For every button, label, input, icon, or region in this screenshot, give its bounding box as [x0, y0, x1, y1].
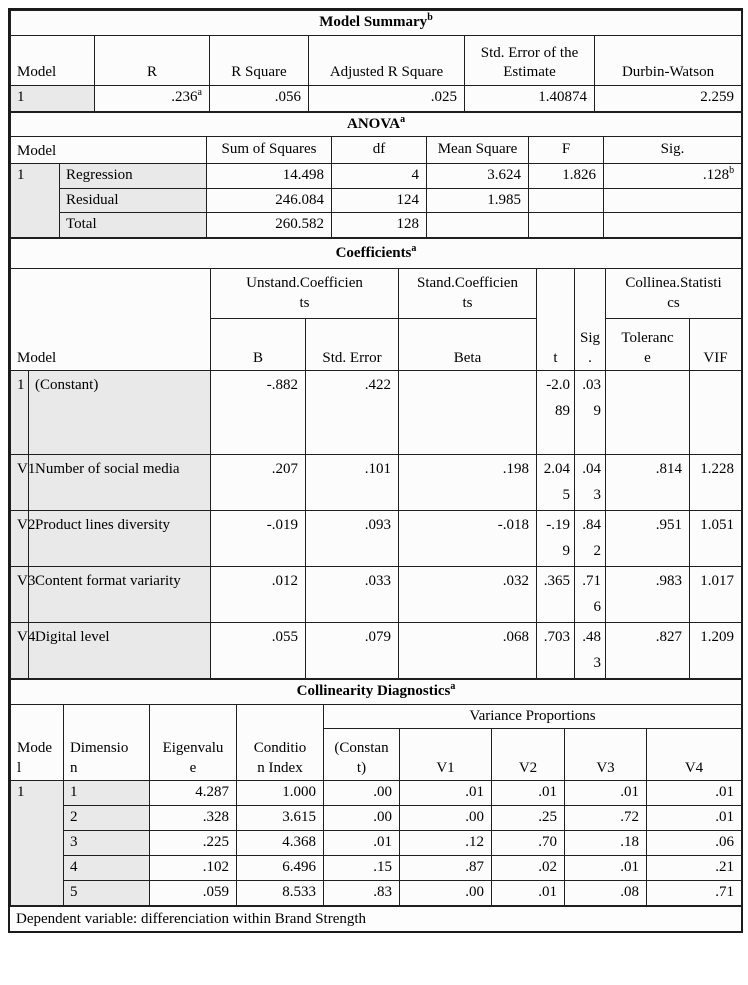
coef-std-error-3: .033 [306, 567, 399, 623]
coef-vif-3: 1.017 [690, 567, 742, 623]
anova-title [11, 112, 742, 137]
coef-row-v1 [11, 455, 742, 511]
cd-row-2 [11, 806, 742, 831]
coef-std-error-1: .101 [306, 455, 399, 511]
cd-header-condition-index-text: Condition Index [253, 740, 307, 776]
cd-v4-0: .01 [647, 781, 742, 806]
coef-beta-1: .198 [399, 455, 537, 511]
coef-std-error-4: .079 [306, 623, 399, 679]
anova-header-row [11, 137, 742, 164]
cd-constant-2: .01 [324, 831, 400, 856]
anova-model-value: 1 [11, 164, 60, 238]
coef-sig-4: .483 [575, 623, 606, 679]
model-summary-table [10, 10, 742, 112]
coef-header-tolerance-text: Tolerance [621, 330, 674, 366]
coef-t-1: 2.045 [537, 455, 575, 511]
anova-label-regression: Regression [60, 164, 207, 189]
ms-title-text: Model Summary [319, 14, 428, 30]
coef-header-sig: Sig. [575, 269, 606, 371]
cd-title [11, 680, 742, 705]
ms-r-sup: a [197, 87, 202, 99]
cd-dimension-3: 4 [64, 856, 150, 881]
anova-regression-sig-sup: b [729, 165, 735, 176]
coef-beta-2: -.018 [399, 511, 537, 567]
ms-r-value [95, 85, 210, 111]
anova-regression-sig-number: .128 [702, 167, 730, 183]
cd-header-eigenvalue-text: Eigenvalue [162, 740, 224, 776]
coef-label-1: Number of social media [29, 455, 211, 511]
cd-header-condition-index [237, 704, 324, 781]
cd-header-model-text: Model [17, 740, 52, 776]
coef-vif-1: 1.228 [690, 455, 742, 511]
anova-header-sum-squares: Sum of Squares [207, 137, 332, 164]
cd-header-dimension-text: Dimension [70, 740, 129, 776]
anova-regression-df: 4 [332, 164, 427, 189]
cd-eigenvalue-0: 4.287 [150, 781, 237, 806]
coef-t-4: .703 [537, 623, 575, 679]
coef-vif-0 [690, 371, 742, 455]
cd-v1-3: .87 [400, 856, 492, 881]
coef-model-3: V3 [11, 567, 29, 623]
cd-title-text: Collinearity Diagnostics [296, 683, 451, 699]
coef-title-text: Coefficients [335, 244, 412, 261]
coef-label-4: Digital level [29, 623, 211, 679]
anova-row-regression [11, 164, 742, 189]
coef-sig-2: .842 [575, 511, 606, 567]
coef-header-tolerance [606, 319, 690, 371]
cd-eigenvalue-3: .102 [150, 856, 237, 881]
coef-std-error-0: .422 [306, 371, 399, 455]
cd-dimension-2: 3 [64, 831, 150, 856]
coef-b-3: .012 [211, 567, 306, 623]
coef-label-0: (Constant) [29, 371, 211, 455]
anova-title-row [11, 112, 742, 137]
anova-header-model: Model [11, 137, 207, 164]
cd-dimension-4: 5 [64, 881, 150, 906]
coef-header-std-error: Std. Error [306, 319, 399, 371]
coef-row-v4 [11, 623, 742, 679]
cd-row-3 [11, 831, 742, 856]
coef-b-4: .055 [211, 623, 306, 679]
coef-model-0: 1 [11, 371, 29, 455]
cd-v3-1: .72 [565, 806, 647, 831]
cd-row-1 [11, 781, 742, 806]
anova-regression-sig [604, 164, 742, 189]
ms-header-durbin-watson: Durbin-Watson [595, 35, 742, 85]
anova-title-text: ANOVA [347, 115, 401, 132]
anova-row-residual [11, 188, 742, 213]
coef-label-2: Product lines diversity [29, 511, 211, 567]
cd-condition-index-4: 8.533 [237, 881, 324, 906]
coef-title [11, 238, 742, 269]
anova-total-f [529, 213, 604, 238]
coef-label-3: Content format variarity [29, 567, 211, 623]
coef-vif-2: 1.051 [690, 511, 742, 567]
cd-constant-0: .00 [324, 781, 400, 806]
coef-vif-4: 1.209 [690, 623, 742, 679]
cd-constant-1: .00 [324, 806, 400, 831]
anova-residual-sum-squares: 246.084 [207, 188, 332, 213]
ms-title-sup: b [427, 12, 433, 23]
cd-header-v2: V2 [492, 729, 565, 781]
coef-header-beta: Beta [399, 319, 537, 371]
coef-beta-4: .068 [399, 623, 537, 679]
anova-total-sum-squares: 260.582 [207, 213, 332, 238]
cd-v4-4: .71 [647, 881, 742, 906]
coef-sig-0: .039 [575, 371, 606, 455]
coef-beta-3: .032 [399, 567, 537, 623]
ms-durbin-watson-value: 2.259 [595, 85, 742, 111]
coef-model-4: V4 [11, 623, 29, 679]
anova-regression-sum-squares: 14.498 [207, 164, 332, 189]
coef-title-row [11, 238, 742, 269]
coef-tolerance-3: .983 [606, 567, 690, 623]
dependent-variable-note: Dependent variable: differenciation within Brand Strength [10, 906, 741, 931]
coef-header-collinearity-text: Collinea.Statistics [625, 275, 722, 311]
cd-header-v4: V4 [647, 729, 742, 781]
anova-header-df: df [332, 137, 427, 164]
cd-constant-3: .15 [324, 856, 400, 881]
cd-v3-3: .01 [565, 856, 647, 881]
cd-v3-4: .08 [565, 881, 647, 906]
anova-header-mean-square: Mean Square [427, 137, 529, 164]
cd-header-constant-text: (Constant) [334, 740, 389, 776]
coef-title-sup: a [411, 242, 417, 254]
ms-header-r: R [95, 35, 210, 85]
ms-header-r-square: R Square [210, 35, 309, 85]
cd-eigenvalue-2: .225 [150, 831, 237, 856]
ms-header-row [11, 35, 742, 85]
coef-b-0: -.882 [211, 371, 306, 455]
anova-header-f: F [529, 137, 604, 164]
cd-v3-0: .01 [565, 781, 647, 806]
anova-total-mean-square [427, 213, 529, 238]
ms-data-row [11, 85, 742, 111]
cd-dimension-0: 1 [64, 781, 150, 806]
coef-b-1: .207 [211, 455, 306, 511]
cd-v1-4: .00 [400, 881, 492, 906]
ms-r-square-value: .056 [210, 85, 309, 111]
cd-header-eigenvalue [150, 704, 237, 781]
coef-beta-0 [399, 371, 537, 455]
coef-header-std-group [399, 269, 537, 319]
anova-residual-f [529, 188, 604, 213]
anova-header-sig: Sig. [604, 137, 742, 164]
results-sheet [8, 8, 743, 933]
cd-v2-1: .25 [492, 806, 565, 831]
cd-title-row [11, 680, 742, 705]
cd-header-v1: V1 [400, 729, 492, 781]
coef-header-vif: VIF [690, 319, 742, 371]
anova-title-sup: a [400, 113, 406, 125]
ms-header-model: Model [11, 35, 95, 85]
cd-v1-2: .12 [400, 831, 492, 856]
cd-eigenvalue-1: .328 [150, 806, 237, 831]
coef-header-std-text: Stand.Coefficients [417, 275, 518, 311]
coef-t-2: -.199 [537, 511, 575, 567]
coef-header-collinearity-group [606, 269, 742, 319]
cd-header-group-row [11, 704, 742, 729]
coef-header-b: B [211, 319, 306, 371]
coefficients-table [10, 238, 742, 680]
cd-condition-index-2: 4.368 [237, 831, 324, 856]
ms-header-std-error: Std. Error of the Estimate [465, 35, 595, 85]
ms-title [11, 11, 742, 36]
cd-model-value: 1 [11, 781, 64, 906]
cd-header-variance-proportions: Variance Proportions [324, 704, 742, 729]
anova-regression-f: 1.826 [529, 164, 604, 189]
ms-title-row [11, 11, 742, 36]
coef-t-0: -2.089 [537, 371, 575, 455]
cd-condition-index-0: 1.000 [237, 781, 324, 806]
cd-dimension-1: 2 [64, 806, 150, 831]
cd-v4-3: .21 [647, 856, 742, 881]
cd-v2-4: .01 [492, 881, 565, 906]
coef-row-v2 [11, 511, 742, 567]
anova-regression-mean-square: 3.624 [427, 164, 529, 189]
cd-condition-index-3: 6.496 [237, 856, 324, 881]
ms-adj-r-square-value: .025 [309, 85, 465, 111]
coef-b-2: -.019 [211, 511, 306, 567]
cd-row-4 [11, 856, 742, 881]
anova-label-residual: Residual [60, 188, 207, 213]
anova-total-df: 128 [332, 213, 427, 238]
coef-sig-1: .043 [575, 455, 606, 511]
coef-header-model: Model [11, 269, 211, 371]
cd-v2-0: .01 [492, 781, 565, 806]
cd-header-model [11, 704, 64, 781]
coef-tolerance-0 [606, 371, 690, 455]
coef-model-2: V2 [11, 511, 29, 567]
coef-model-1: V1 [11, 455, 29, 511]
cd-row-5 [11, 881, 742, 906]
cd-v1-0: .01 [400, 781, 492, 806]
cd-v2-2: .70 [492, 831, 565, 856]
cd-v3-2: .18 [565, 831, 647, 856]
coef-tolerance-4: .827 [606, 623, 690, 679]
cd-v2-3: .02 [492, 856, 565, 881]
cd-title-sup: a [450, 681, 456, 692]
cd-v4-2: .06 [647, 831, 742, 856]
ms-std-error-value: 1.40874 [465, 85, 595, 111]
anova-residual-mean-square: 1.985 [427, 188, 529, 213]
ms-header-adj-r-square: Adjusted R Square [309, 35, 465, 85]
cd-v1-1: .00 [400, 806, 492, 831]
cd-condition-index-1: 3.615 [237, 806, 324, 831]
coef-t-3: .365 [537, 567, 575, 623]
cd-v4-1: .01 [647, 806, 742, 831]
anova-label-total: Total [60, 213, 207, 238]
coef-tolerance-2: .951 [606, 511, 690, 567]
anova-table [10, 112, 742, 238]
collinearity-diagnostics-table [10, 679, 742, 906]
coef-header-group-row [11, 269, 742, 319]
cd-header-dimension [64, 704, 150, 781]
anova-row-total [11, 213, 742, 238]
coef-header-unstd-text: Unstand.Coefficients [246, 275, 363, 311]
coef-header-t: t [537, 269, 575, 371]
cd-eigenvalue-4: .059 [150, 881, 237, 906]
coef-tolerance-1: .814 [606, 455, 690, 511]
ms-r-number: .236 [171, 89, 198, 106]
anova-residual-sig [604, 188, 742, 213]
ms-model-value: 1 [11, 85, 95, 111]
anova-total-sig [604, 213, 742, 238]
coef-row-v3 [11, 567, 742, 623]
coef-header-unstd-group [211, 269, 399, 319]
cd-constant-4: .83 [324, 881, 400, 906]
cd-header-constant [324, 729, 400, 781]
coef-sig-3: .716 [575, 567, 606, 623]
cd-header-v3: V3 [565, 729, 647, 781]
coef-std-error-2: .093 [306, 511, 399, 567]
coef-row-constant [11, 371, 742, 455]
anova-residual-df: 124 [332, 188, 427, 213]
